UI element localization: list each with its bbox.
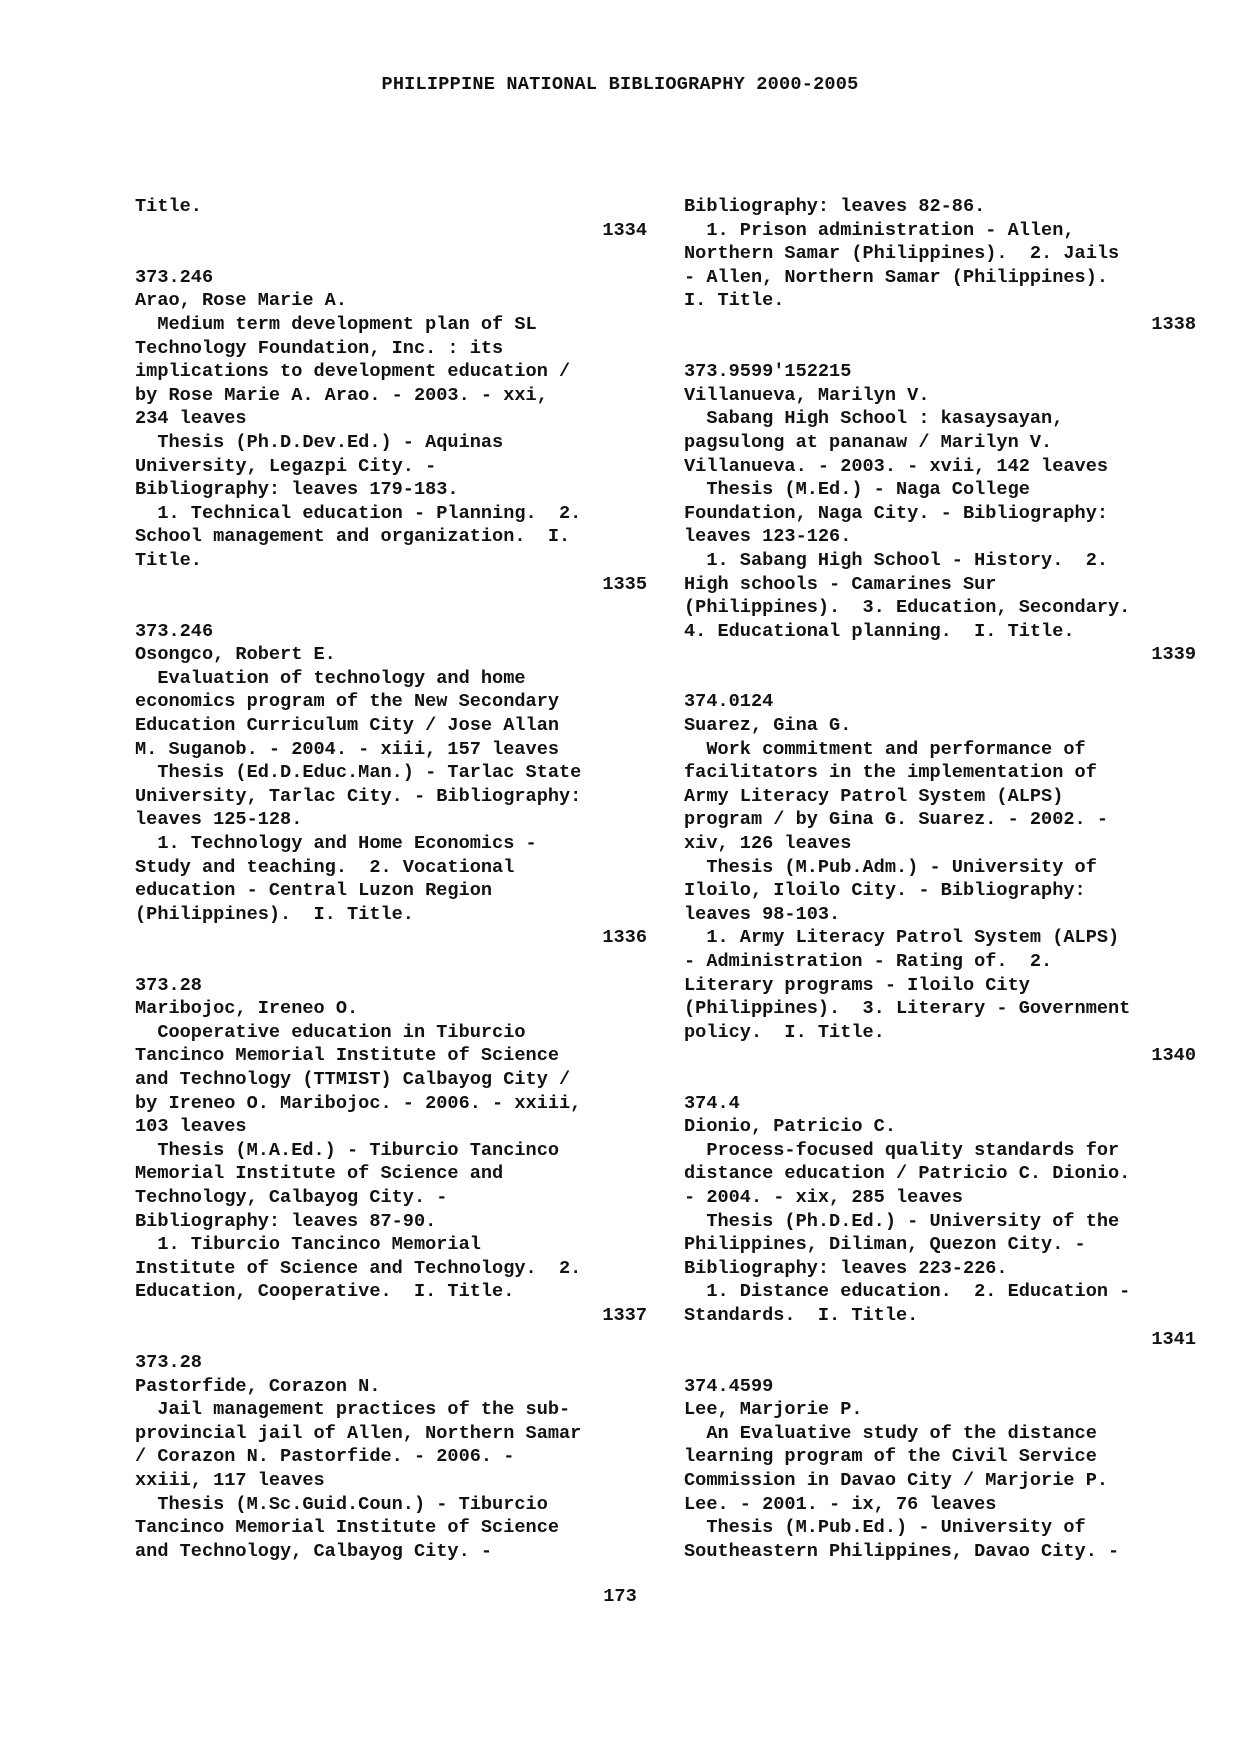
entry-line: 1. Technical education - Planning. 2. xyxy=(135,502,582,524)
entry-number: 1339 xyxy=(1151,644,1196,666)
entry-line: Northern Samar (Philippines). 2. Jails xyxy=(684,243,1120,265)
page-number: 173 xyxy=(603,1586,637,1607)
entry-line: - Allen, Northern Samar (Philippines). xyxy=(684,266,1109,288)
entry-line: M. Suganob. - 2004. - xiii, 157 leaves xyxy=(135,738,560,760)
entry-line: 234 leaves xyxy=(135,408,247,430)
entry-line: 103 leaves xyxy=(135,1116,247,1138)
entry-line: Process-focused quality standards for xyxy=(684,1139,1120,1161)
entry-line: 374.4599 xyxy=(684,1375,774,1397)
entry-line: learning program of the Civil Service xyxy=(684,1446,1097,1468)
entry-line: Thesis (M.Pub.Ed.) - University of xyxy=(684,1517,1086,1539)
entry-line: 4. Educational planning. I. Title. xyxy=(684,620,1075,642)
entry-line: Thesis (M.A.Ed.) - Tiburcio Tancinco xyxy=(135,1139,560,1161)
entry-line: 1. Prison administration - Allen, xyxy=(684,219,1075,241)
entry-line: Memorial Institute of Science and xyxy=(135,1163,504,1185)
entry-line: 373.28 xyxy=(135,1352,202,1374)
entry-line: Army Literacy Patrol System (ALPS) xyxy=(684,785,1064,807)
entry-line: Bibliography: leaves 87-90. xyxy=(135,1210,437,1232)
entry-line: leaves 125-128. xyxy=(135,809,303,831)
entry-separator xyxy=(135,950,647,974)
entry-line: Villanueva. - 2003. - xvii, 142 leaves xyxy=(684,455,1109,477)
entry-separator xyxy=(135,242,647,266)
entry-line: - 2004. - xix, 285 leaves xyxy=(684,1186,963,1208)
entry-line: Technology, Calbayog City. - xyxy=(135,1186,448,1208)
entry-line: Thesis (Ph.D.Ed.) - University of the xyxy=(684,1210,1120,1232)
entry-line: University, Tarlac City. - Bibliography: xyxy=(135,785,582,807)
entry-line: Standards. I. Title. xyxy=(684,1304,919,1326)
entry-line: Bibliography: leaves 179-183. xyxy=(135,479,459,501)
entry-line: 1. Tiburcio Tancinco Memorial xyxy=(135,1234,481,1256)
entry-separator xyxy=(135,1328,647,1352)
entry-line: Lee, Marjorie P. xyxy=(684,1399,863,1421)
entry-line: Maribojoc, Ireneo O. xyxy=(135,998,359,1020)
entry-line: Thesis (M.Pub.Adm.) - University of xyxy=(684,856,1097,878)
entry-line: Jail management practices of the sub- xyxy=(135,1399,571,1421)
entry-line: Bibliography: leaves 223-226. xyxy=(684,1257,1008,1279)
right-column xyxy=(684,195,1196,1563)
entry-line: leaves 98-103. xyxy=(684,903,841,925)
entry-line: Tancinco Memorial Institute of Science xyxy=(135,1517,560,1539)
entry-line: Institute of Science and Technology. 2. xyxy=(135,1257,582,1279)
entry-line: 373.9599'152215 xyxy=(684,361,852,383)
entry-number: 1341 xyxy=(1151,1328,1196,1350)
entry-line: Literary programs - Iloilo City xyxy=(684,974,1030,996)
entry-number: 1335 xyxy=(602,573,647,595)
entry-line: Pastorfide, Corazon N. xyxy=(135,1375,381,1397)
entry-line: Osongco, Robert E. xyxy=(135,644,336,666)
entry-line: leaves 123-126. xyxy=(684,526,852,548)
running-head: PHILIPPINE NATIONAL BIBLIOGRAPHY 2000-2005 xyxy=(381,74,859,95)
entry-line: implications to development education / xyxy=(135,361,571,383)
left-column xyxy=(135,195,647,1563)
entry-separator xyxy=(684,1068,1196,1092)
entry-number: 1336 xyxy=(602,927,647,949)
entry-line: Thesis (Ph.D.Dev.Ed.) - Aquinas xyxy=(135,431,504,453)
entry-line: distance education / Patricio C. Dionio. xyxy=(684,1163,1131,1185)
entry-line: 1. Distance education. 2. Education - xyxy=(684,1281,1131,1303)
entry-line: Commission in Davao City / Marjorie P. xyxy=(684,1470,1109,1492)
entry-line: facilitators in the implementation of xyxy=(684,762,1097,784)
entry-line: by Rose Marie A. Arao. - 2003. - xxi, xyxy=(135,384,548,406)
entry-line: Work commitment and performance of xyxy=(684,738,1086,760)
entry-line: Thesis (M.Ed.) - Naga College xyxy=(684,479,1030,501)
entry-line: Education Curriculum City / Jose Allan xyxy=(135,715,560,737)
entry-line: and Technology, Calbayog City. - xyxy=(135,1540,493,1562)
entry-line: xiv, 126 leaves xyxy=(684,833,852,855)
entry-line: Villanueva, Marilyn V. xyxy=(684,384,930,406)
entry-line: Philippines, Diliman, Quezon City. - xyxy=(684,1234,1086,1256)
entry-line: 373.28 xyxy=(135,974,202,996)
entry-line: Iloilo, Iloilo City. - Bibliography: xyxy=(684,880,1086,902)
entry-line: (Philippines). 3. Education, Secondary. xyxy=(684,597,1131,619)
entry-line: 1. Technology and Home Economics - xyxy=(135,833,537,855)
entry-line: - Administration - Rating of. 2. xyxy=(684,951,1053,972)
entry-line: 374.0124 xyxy=(684,691,774,713)
entry-separator xyxy=(135,596,647,620)
entry-line: High schools - Camarines Sur xyxy=(684,573,997,595)
entry-line: xxiii, 117 leaves xyxy=(135,1470,325,1492)
entry-line: University, Legazpi City. - xyxy=(135,455,437,477)
entry-line: 373.246 xyxy=(135,620,214,642)
entry-line: / Corazon N. Pastorfide. - 2006. - xyxy=(135,1446,515,1468)
entry-line: Dionio, Patricio C. xyxy=(684,1116,897,1138)
entry-line: Technology Foundation, Inc. : its xyxy=(135,337,504,359)
entry-line: Sabang High School : kasaysayan, xyxy=(684,408,1064,430)
entry-line: education - Central Luzon Region xyxy=(135,880,493,902)
entry-line: by Ireneo O. Maribojoc. - 2006. - xxiii, xyxy=(135,1092,582,1114)
entry-number: 1334 xyxy=(602,219,647,241)
entry-line: Thesis (Ed.D.Educ.Man.) - Tarlac State xyxy=(135,762,582,784)
entry-line: Tancinco Memorial Institute of Science xyxy=(135,1045,560,1067)
entry-line: 1. Army Literacy Patrol System (ALPS) xyxy=(684,927,1120,949)
entry-line: Cooperative education in Tiburcio xyxy=(135,1021,526,1043)
entry-line: provincial jail of Allen, Northern Samar xyxy=(135,1422,582,1444)
entry-line: Title. xyxy=(135,549,202,571)
entry-line: policy. I. Title. xyxy=(684,1021,885,1043)
entry-line: Lee. - 2001. - ix, 76 leaves xyxy=(684,1493,997,1515)
entry-number: 1340 xyxy=(1151,1045,1196,1067)
entry-number: 1337 xyxy=(602,1304,647,1326)
entry-line: (Philippines). I. Title. xyxy=(135,903,414,925)
entry-line: 374.4 xyxy=(684,1092,740,1114)
entry-line: Evaluation of technology and home xyxy=(135,667,526,689)
entry-line: Arao, Rose Marie A. xyxy=(135,290,348,312)
entry-line: Foundation, Naga City. - Bibliography: xyxy=(684,502,1109,524)
entry-line: 373.246 xyxy=(135,266,214,288)
entry-separator xyxy=(684,667,1196,691)
entry-line: program / by Gina G. Suarez. - 2002. - xyxy=(684,809,1109,831)
entry-line: (Philippines). 3. Literary - Government xyxy=(684,998,1131,1020)
entry-line: School management and organization. I. xyxy=(135,526,571,548)
entry-line: pagsulong at pananaw / Marilyn V. xyxy=(684,431,1053,453)
entry-line: An Evaluative study of the distance xyxy=(684,1422,1097,1444)
entry-separator xyxy=(684,337,1196,361)
entry-line: 1. Sabang High School - History. 2. xyxy=(684,549,1109,571)
entry-line: and Technology (TTMIST) Calbayog City / xyxy=(135,1068,571,1090)
entry-line: Thesis (M.Sc.Guid.Coun.) - Tiburcio xyxy=(135,1493,548,1515)
entry-line: Medium term development plan of SL xyxy=(135,313,537,335)
entry-line: Education, Cooperative. I. Title. xyxy=(135,1281,515,1303)
entry-number: 1338 xyxy=(1151,313,1196,335)
entry-line: Bibliography: leaves 82-86. xyxy=(684,196,986,217)
entry-line: Southeastern Philippines, Davao City. - xyxy=(684,1540,1120,1562)
entry-separator xyxy=(684,1351,1196,1375)
entry-line: Suarez, Gina G. xyxy=(684,715,852,737)
entry-line: I. Title. xyxy=(684,290,785,312)
entry-line: Study and teaching. 2. Vocational xyxy=(135,856,515,878)
entry-line: Title. xyxy=(135,196,202,217)
entry-line: economics program of the New Secondary xyxy=(135,691,560,713)
